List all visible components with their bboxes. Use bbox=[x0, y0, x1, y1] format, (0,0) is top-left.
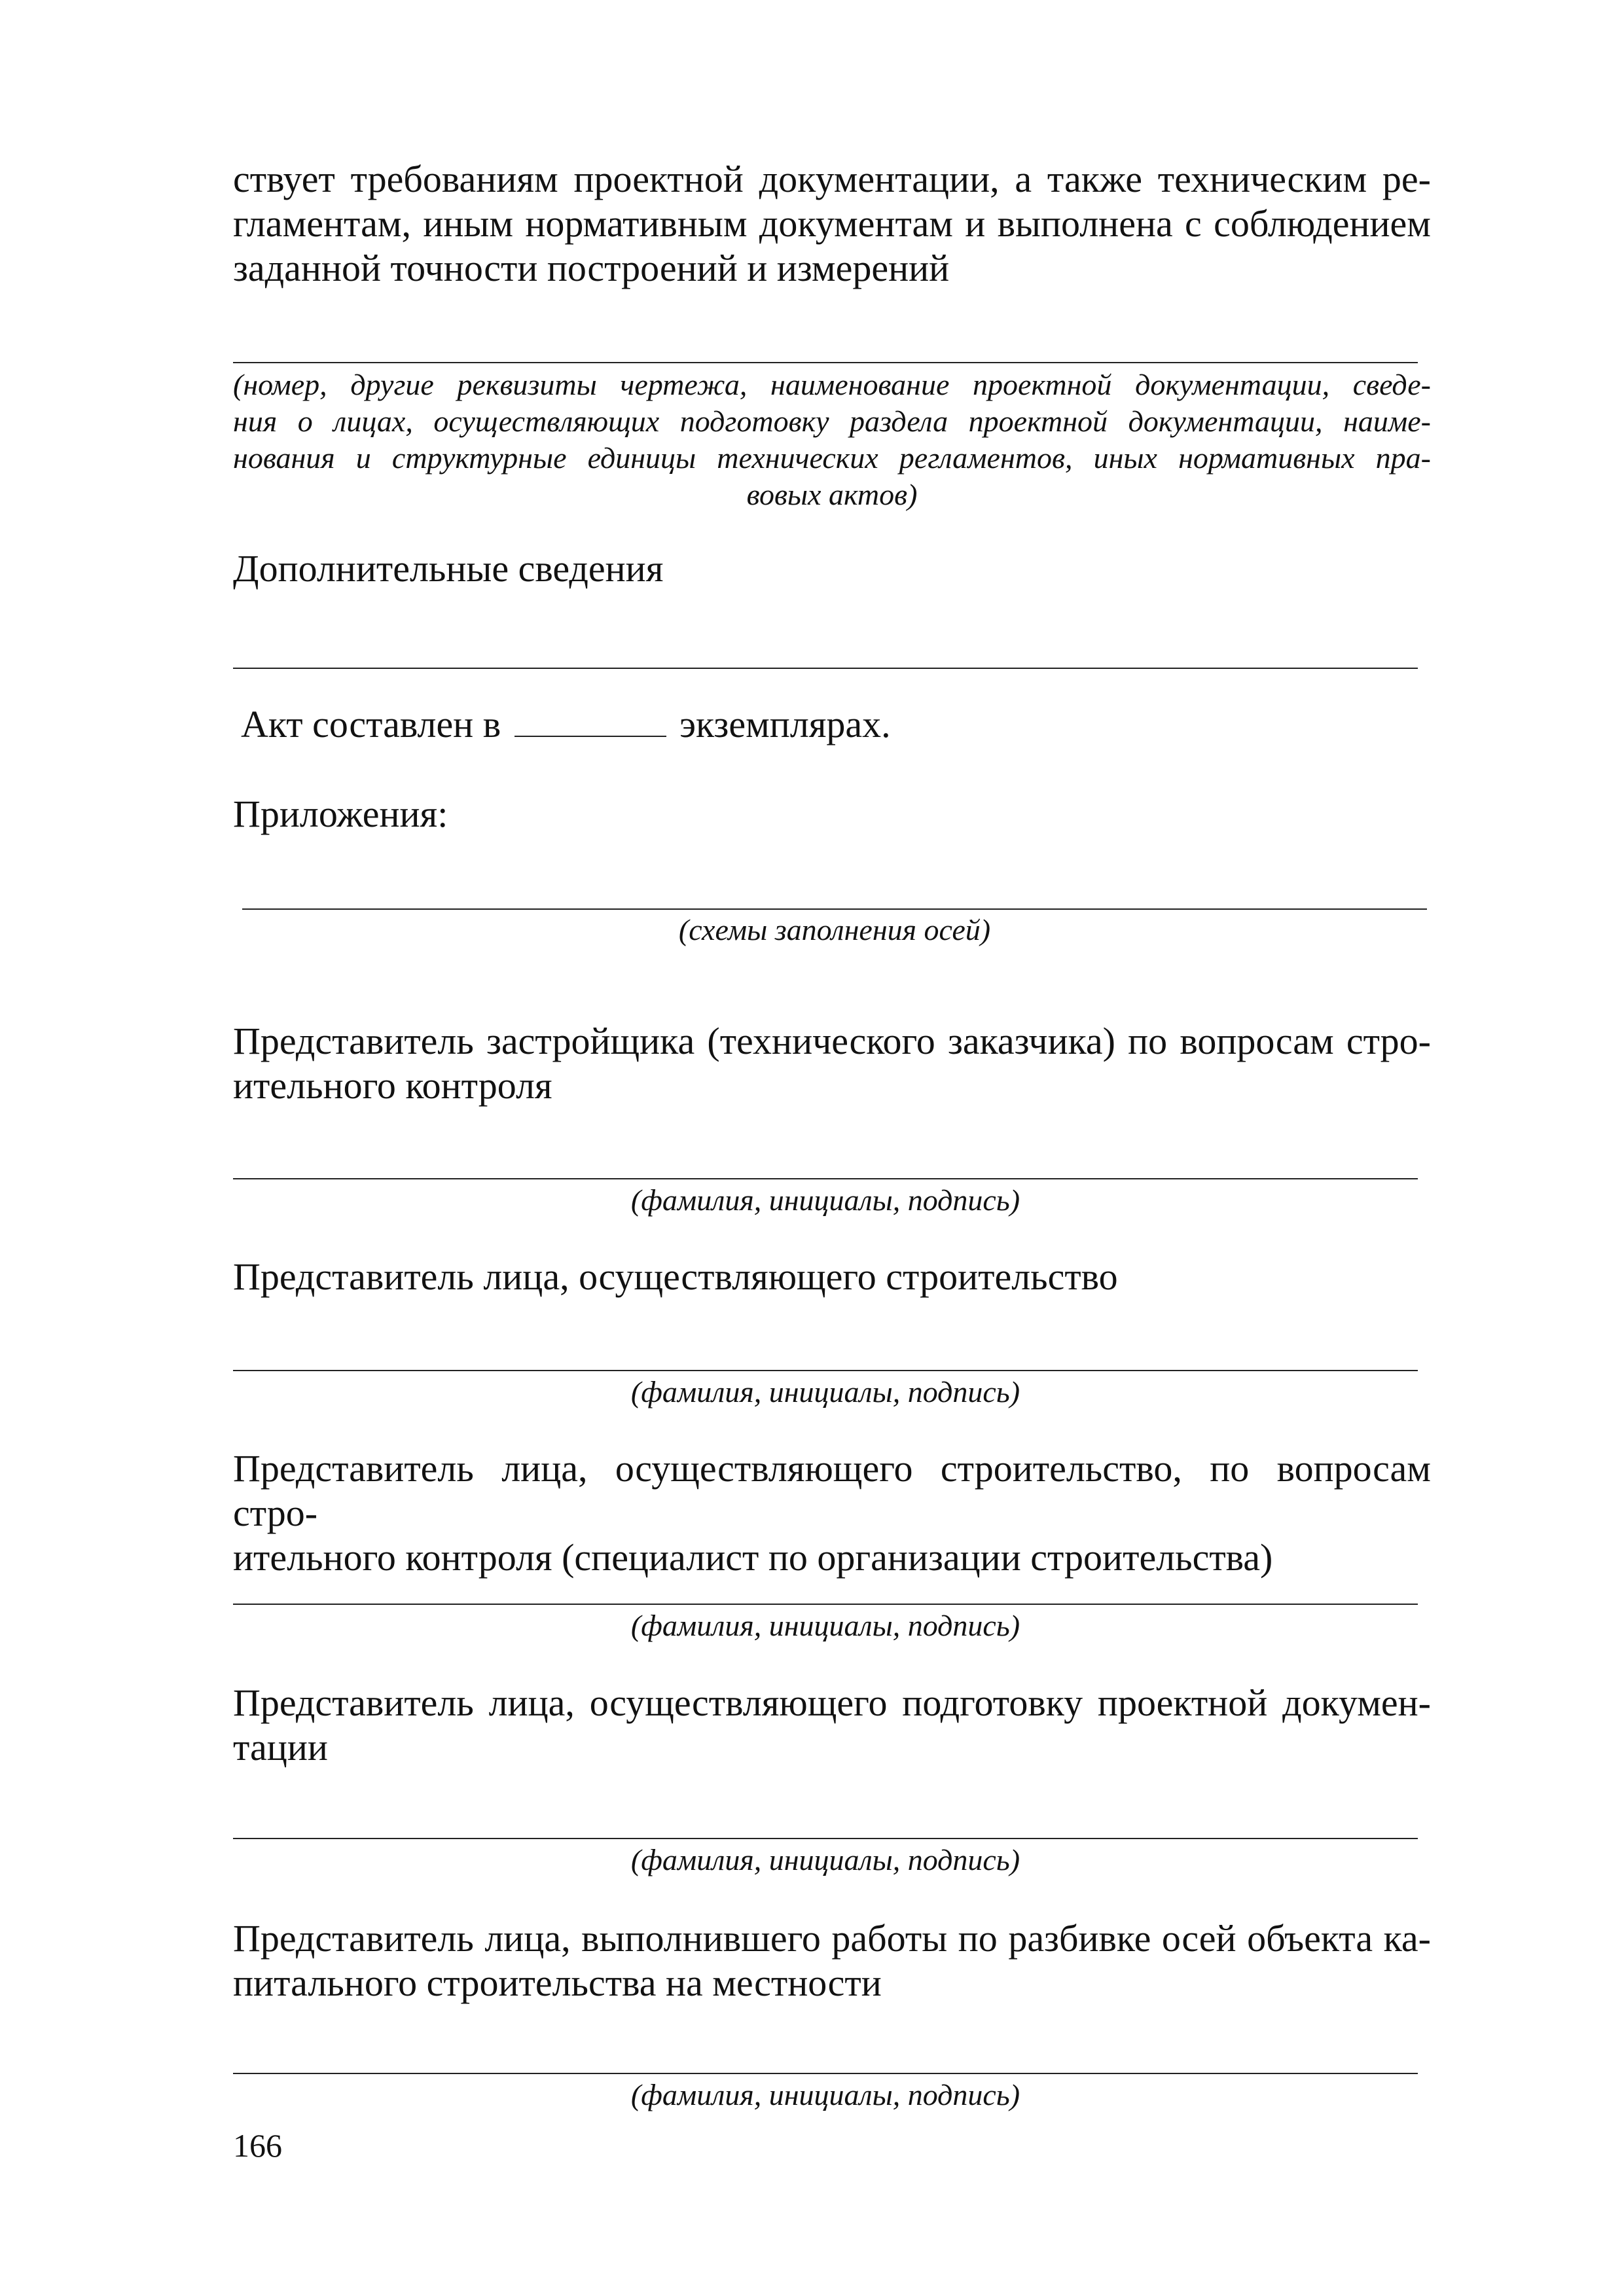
signatory-5-line-1: Представитель лица, выполнившего работы по разбивке осей объекта ка- bbox=[233, 1917, 1431, 1960]
act-copies-suffix: экземплярах. bbox=[679, 703, 891, 745]
caption-line-4: вовых актов) bbox=[746, 478, 918, 511]
signatory-4-line-1: Представитель лица, осуществляющего подготовку проектной докумен- bbox=[233, 1681, 1431, 1724]
act-copies-line bbox=[241, 702, 1439, 747]
signatory-3-signature-line[interactable] bbox=[233, 1604, 1418, 1605]
attachments-label: Приложения: bbox=[233, 793, 448, 835]
additional-info-label: Дополнительные сведения bbox=[233, 547, 664, 590]
additional-info-line[interactable] bbox=[233, 668, 1418, 669]
signatory-3 bbox=[233, 1446, 1431, 1580]
signatory-5 bbox=[233, 1916, 1431, 2005]
drawing-details-line[interactable] bbox=[233, 362, 1418, 363]
signatory-5-line-2: питального строительства на местности bbox=[233, 1962, 882, 2004]
signatory-4-caption: (фамилия, инициалы, подпись) bbox=[630, 1843, 1020, 1876]
caption-line-1: (номер, другие реквизиты чертежа, наименование проектной документации, сведе- bbox=[233, 368, 1431, 401]
caption-line-3: нования и структурные единицы технических регламентов, иных нормативных пра- bbox=[233, 441, 1431, 475]
signatory-4-line-2: тации bbox=[233, 1726, 328, 1768]
signatory-5-caption: (фамилия, инициалы, подпись) bbox=[630, 2078, 1020, 2111]
caption-line-2: ния о лицах, осуществляющих подготовку раздела проектной документации, наиме- bbox=[233, 404, 1431, 438]
signatory-1-signature-line[interactable] bbox=[233, 1178, 1418, 1179]
act-copies-prefix: Акт составлен в bbox=[241, 703, 501, 745]
top-paragraph-line-3: заданной точности построений и измерений bbox=[233, 247, 950, 289]
signatory-1-caption: (фамилия, инициалы, подпись) bbox=[630, 1183, 1020, 1217]
signatory-1 bbox=[233, 1019, 1431, 1108]
signatory-2 bbox=[233, 1255, 1431, 1299]
drawing-details-caption bbox=[233, 367, 1431, 513]
page-number: 166 bbox=[233, 2127, 282, 2164]
top-paragraph bbox=[233, 157, 1431, 291]
top-paragraph-line-1: ствует требованиям проектной документации, а также техническим ре- bbox=[233, 158, 1431, 200]
signatory-3-caption: (фамилия, инициалы, подпись) bbox=[630, 1609, 1020, 1642]
signatory-4-signature-line[interactable] bbox=[233, 1838, 1418, 1839]
signatory-3-line-1: Представитель лица, осуществляющего строительство, по вопросам стро- bbox=[233, 1447, 1431, 1534]
top-paragraph-line-2: гламентам, иным нормативным документам и выполнена с соблюдением bbox=[233, 202, 1431, 245]
signatory-5-signature-line[interactable] bbox=[233, 2073, 1418, 2074]
copies-count-blank[interactable] bbox=[514, 703, 666, 737]
signatory-1-line-1: Представитель застройщика (технического заказчика) по вопросам стро- bbox=[233, 1020, 1431, 1062]
attachments-caption: (схемы заполнения осей) bbox=[678, 913, 991, 946]
signatory-2-signature-line[interactable] bbox=[233, 1370, 1418, 1371]
signatory-2-caption: (фамилия, инициалы, подпись) bbox=[630, 1375, 1020, 1408]
signatory-2-line-1: Представитель лица, осуществляющего строительство bbox=[233, 1255, 1118, 1298]
attachments-line[interactable] bbox=[242, 908, 1427, 910]
signatory-4 bbox=[233, 1681, 1431, 1770]
signatory-1-line-2: ительного контроля bbox=[233, 1064, 552, 1107]
signatory-3-line-2: ительного контроля (специалист по организации строительства) bbox=[233, 1536, 1273, 1579]
